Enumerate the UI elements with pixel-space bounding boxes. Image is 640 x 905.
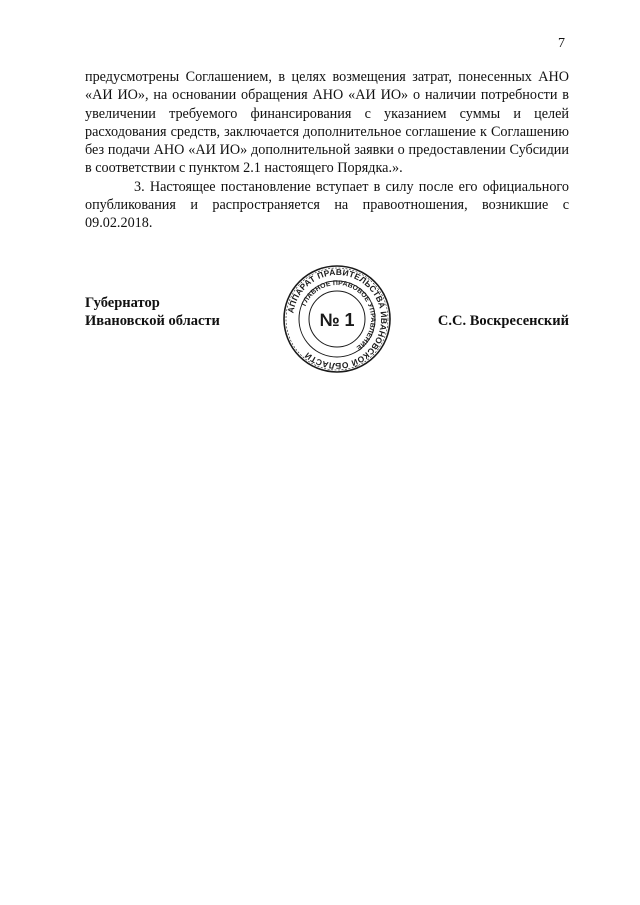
stamp-outer-text: АППАРАТ ПРАВИТЕЛЬСТВА ИВАНОВСКОЙ ОБЛАСТИ <box>285 266 390 372</box>
page-number: 7 <box>558 36 565 51</box>
stamp-number: № 1 <box>319 310 355 330</box>
signer-name: С.С. Воскресенский <box>437 313 569 329</box>
paragraph-3: 3. Настоящее постановление вступает в силу после его официального опубликования и распространяется на правоотношения, возникшие с 09.02.2018. <box>85 178 569 232</box>
continued-paragraph: предусмотрены Соглашением, в целях возмещения затрат, понесенных АНО «АИ ИО», на основании обращения АНО «АИ ИО» о наличии потребности в увеличении требуемого финансирования с указанием суммы и целей расходования средств, заключается дополнительное соглашение к Соглашению без подачи АНО «АИ ИО» дополнительной заявки о предоставлении Субсидии в соответствии с пунктом 2.1 настоящего Порядка.». <box>85 69 569 177</box>
official-seal-stamp <box>282 264 392 374</box>
signer-position-title: Губернатор <box>85 295 160 311</box>
document-body <box>85 68 569 233</box>
signature-position <box>85 294 220 330</box>
stamp-inner-text: ГЛАВНОЕ ПРАВОВОЕ УПРАВЛЕНИЕ <box>300 279 377 352</box>
signer-position-region: Ивановской области <box>85 313 220 329</box>
